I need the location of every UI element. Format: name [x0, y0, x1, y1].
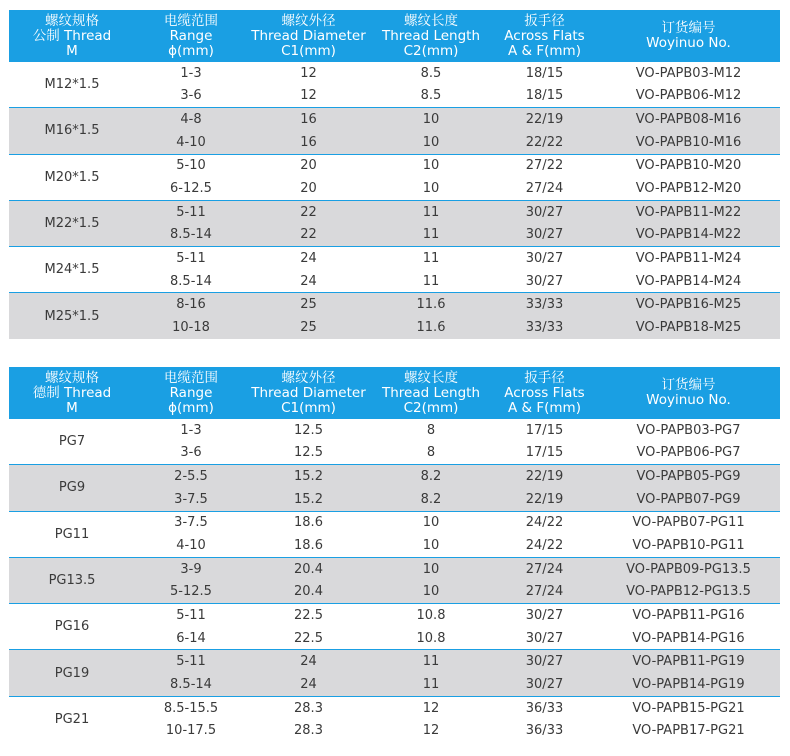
- header-line: Thread Diameter: [251, 27, 366, 44]
- order-number-cell: VO-PAPB16-M25: [635, 297, 742, 313]
- header-line: 电缆范围: [164, 12, 218, 29]
- order-number-cell: VO-PAPB18-M25: [635, 319, 742, 335]
- header-line: C2(mm): [403, 399, 459, 416]
- header-across-flats: [492, 367, 597, 419]
- across-flats-cell: 30/27: [525, 251, 564, 267]
- across-flats-cell: 18/15: [525, 65, 564, 81]
- order-number-cell: VO-PAPB14-PG19: [632, 676, 745, 692]
- group-rows: [135, 512, 780, 557]
- header-line: Range: [169, 27, 213, 44]
- across-flats-cell: 17/15: [525, 422, 564, 438]
- header-thread-diameter: [247, 367, 370, 419]
- thread-length-cell: 8.2: [420, 469, 442, 485]
- thread-group: [9, 293, 780, 338]
- order-number-cell: VO-PAPB11-PG16: [632, 608, 745, 624]
- table-row: [135, 85, 780, 108]
- header-line: Thread Length: [381, 384, 481, 401]
- order-number-cell: VO-PAPB07-PG11: [632, 515, 745, 531]
- cable-range-cell: 6-14: [176, 630, 206, 646]
- across-flats-cell: 24/22: [525, 515, 564, 531]
- across-flats-cell: 33/33: [525, 319, 564, 335]
- table-row: [135, 442, 780, 465]
- header-thread-length: [370, 367, 492, 419]
- thread-size-cell: M20*1.5: [44, 169, 100, 185]
- across-flats-cell: 33/33: [525, 297, 564, 313]
- table-row: [135, 131, 780, 154]
- order-number-cell: VO-PAPB15-PG21: [632, 700, 745, 716]
- thread-group: [9, 62, 780, 107]
- thread-length-cell: 12: [422, 700, 440, 716]
- thread-length-cell: 11: [422, 273, 440, 289]
- cable-range-cell: 5-11: [176, 654, 206, 670]
- table-row: [135, 270, 780, 293]
- group-rows: [135, 650, 780, 695]
- table-row: [135, 558, 780, 581]
- order-number-cell: VO-PAPB05-PG9: [636, 469, 741, 485]
- cable-range-cell: 10-17.5: [165, 723, 217, 739]
- header-line: Thread Length: [381, 27, 481, 44]
- across-flats-cell: 22/22: [525, 134, 564, 150]
- order-number-cell: VO-PAPB03-PG7: [636, 422, 741, 438]
- cable-range-cell: 3-9: [180, 561, 202, 577]
- header-line: 螺纹长度: [404, 369, 458, 386]
- thread-group: [9, 465, 780, 510]
- group-rows: [135, 558, 780, 603]
- table-row: [135, 512, 780, 535]
- table-row: [135, 419, 780, 442]
- thread-length-cell: 11: [422, 676, 440, 692]
- table-row: [135, 697, 780, 720]
- cable-range-cell: 5-12.5: [170, 584, 212, 600]
- header-line: Thread Diameter: [251, 384, 366, 401]
- thread-group: [9, 512, 780, 557]
- group-rows: [135, 155, 780, 200]
- group-rows: [135, 604, 780, 649]
- thread-diameter-cell: 12: [300, 65, 317, 81]
- cable-range-cell: 1-3: [180, 422, 202, 438]
- table-row: [135, 316, 780, 339]
- order-number-cell: VO-PAPB14-M24: [635, 273, 742, 289]
- table-header: [9, 367, 780, 419]
- header-line: M: [66, 399, 78, 416]
- order-number-cell: VO-PAPB17-PG21: [632, 723, 745, 739]
- header-order-number: [597, 10, 780, 62]
- header-line: 螺纹外径: [281, 12, 336, 29]
- header-line: 订货编号: [661, 377, 716, 393]
- thread-length-cell: 10.8: [416, 630, 446, 646]
- thread-length-cell: 8.5: [420, 88, 442, 104]
- cable-range-cell: 1-3: [180, 65, 202, 81]
- thread-size-cell: PG7: [58, 434, 86, 450]
- group-rows: [135, 697, 780, 742]
- table-row: [135, 581, 780, 604]
- header-thread-length: [370, 10, 492, 62]
- across-flats-cell: 36/33: [525, 700, 564, 716]
- header-line: 扳手径: [524, 369, 565, 386]
- cable-range-cell: 10-18: [172, 319, 210, 335]
- across-flats-cell: 30/27: [525, 630, 564, 646]
- thread-length-cell: 11: [422, 204, 440, 220]
- header-line: 螺纹外径: [281, 369, 336, 386]
- header-line: Range: [169, 384, 213, 401]
- thread-diameter-cell: 22: [300, 204, 317, 220]
- across-flats-cell: 27/24: [525, 561, 564, 577]
- thread-group: [9, 155, 780, 200]
- cable-range-cell: 3-7.5: [174, 491, 208, 507]
- thread-size-cell: PG9: [58, 480, 86, 496]
- thread-length-cell: 8: [426, 422, 436, 438]
- thread-size-cell: PG19: [54, 665, 90, 681]
- thread-diameter-cell: 20: [300, 158, 317, 174]
- header-line: C1(mm): [281, 399, 336, 416]
- header-line: 螺纹规格: [45, 369, 99, 386]
- thread-diameter-cell: 15.2: [294, 469, 323, 485]
- across-flats-cell: 17/15: [525, 445, 564, 461]
- header-line: M: [66, 42, 78, 59]
- thread-group: [9, 201, 780, 246]
- cable-range-cell: 8.5-15.5: [163, 700, 219, 716]
- thread-length-cell: 10: [422, 538, 440, 554]
- across-flats-cell: 30/27: [525, 204, 564, 220]
- table-row: [135, 465, 780, 488]
- cable-range-cell: 3-7.5: [174, 515, 208, 531]
- header-order-number: [597, 367, 780, 419]
- across-flats-cell: 30/27: [525, 608, 564, 624]
- thread-size-cell: PG11: [54, 526, 90, 542]
- thread-diameter-cell: 25: [300, 319, 317, 335]
- group-rows: [135, 62, 780, 107]
- table-row: [135, 293, 780, 316]
- order-number-cell: VO-PAPB14-PG16: [632, 630, 745, 646]
- table-row: [135, 62, 780, 85]
- header-line: 电缆范围: [164, 369, 218, 386]
- table-row: [135, 488, 780, 511]
- thread-diameter-cell: 12.5: [294, 422, 323, 438]
- header-line: 扳手径: [524, 12, 565, 29]
- thread-length-cell: 10: [422, 112, 440, 128]
- header-line: C2(mm): [403, 42, 459, 59]
- thread-length-cell: 10: [422, 515, 440, 531]
- thread-diameter-cell: 20.4: [294, 584, 323, 600]
- group-rows: [135, 293, 780, 338]
- cable-range-cell: 4-10: [176, 134, 206, 150]
- order-number-cell: VO-PAPB07-PG9: [636, 491, 741, 507]
- thread-group: [9, 419, 780, 464]
- thread-size-cell: PG16: [54, 619, 90, 635]
- cable-range-cell: 3-6: [180, 88, 202, 104]
- thread-diameter-cell: 24: [300, 273, 317, 289]
- thread-length-cell: 11.6: [416, 297, 446, 313]
- thread-size-cell: M22*1.5: [44, 216, 100, 232]
- header-cable-range: [135, 367, 247, 419]
- thread-length-cell: 11: [422, 654, 440, 670]
- header-line: A & F(mm): [508, 399, 581, 416]
- thread-diameter-cell: 12.5: [294, 445, 323, 461]
- group-rows: [135, 419, 780, 464]
- table-row: [135, 719, 780, 742]
- cable-range-cell: 5-11: [176, 251, 206, 267]
- header-line: 公制 Thread: [32, 27, 112, 44]
- header-thread-size: [9, 10, 135, 62]
- order-number-cell: VO-PAPB11-M24: [635, 251, 742, 267]
- header-line: ϕ(mm): [168, 42, 214, 59]
- header-line: ϕ(mm): [168, 399, 214, 416]
- table-row: [135, 604, 780, 627]
- table-row: [135, 224, 780, 247]
- thread-diameter-cell: 20: [300, 181, 317, 197]
- table-row: [135, 247, 780, 270]
- order-number-cell: VO-PAPB12-PG13.5: [626, 584, 751, 600]
- thread-diameter-cell: 24: [300, 676, 317, 692]
- table-row: [135, 650, 780, 673]
- header-cable-range: [135, 10, 247, 62]
- thread-size-cell: PG13.5: [48, 573, 96, 589]
- thread-size-cell: PG21: [54, 711, 90, 727]
- thread-diameter-cell: 24: [300, 654, 317, 670]
- cable-range-cell: 8.5-14: [170, 273, 212, 289]
- order-number-cell: VO-PAPB12-M20: [635, 181, 742, 197]
- thread-diameter-cell: 28.3: [294, 700, 323, 716]
- cable-range-cell: 8.5-14: [170, 676, 212, 692]
- thread-length-cell: 8.2: [420, 491, 442, 507]
- thread-group: [9, 108, 780, 153]
- table-row: [135, 534, 780, 557]
- group-rows: [135, 108, 780, 153]
- thread-diameter-cell: 22.5: [294, 608, 323, 624]
- order-number-cell: VO-PAPB11-M22: [635, 204, 742, 220]
- thread-length-cell: 11: [422, 251, 440, 267]
- table-row: [135, 155, 780, 178]
- order-number-cell: VO-PAPB11-PG19: [632, 654, 745, 670]
- thread-size-cell: M12*1.5: [44, 77, 100, 93]
- thread-length-cell: 10: [422, 584, 440, 600]
- thread-diameter-cell: 22.5: [294, 630, 323, 646]
- thread-length-cell: 11.6: [416, 319, 446, 335]
- order-number-cell: VO-PAPB09-PG13.5: [626, 561, 751, 577]
- thread-size-cell: M25*1.5: [44, 308, 100, 324]
- header-thread-size: [9, 367, 135, 419]
- thread-group: [9, 697, 780, 742]
- order-number-cell: VO-PAPB06-PG7: [636, 445, 741, 461]
- thread-length-cell: 10.8: [416, 608, 446, 624]
- header-line: 螺纹长度: [404, 12, 458, 29]
- thread-diameter-cell: 16: [300, 134, 317, 150]
- order-number-cell: VO-PAPB06-M12: [635, 88, 742, 104]
- across-flats-cell: 36/33: [525, 723, 564, 739]
- across-flats-cell: 22/19: [525, 112, 564, 128]
- thread-diameter-cell: 15.2: [294, 491, 323, 507]
- across-flats-cell: 18/15: [525, 88, 564, 104]
- cable-range-cell: 3-6: [180, 445, 202, 461]
- thread-group: [9, 558, 780, 603]
- table-row: [135, 177, 780, 200]
- table-header: [9, 10, 780, 62]
- cable-range-cell: 6-12.5: [170, 181, 212, 197]
- table-row: [135, 108, 780, 131]
- thread-diameter-cell: 16: [300, 112, 317, 128]
- thread-length-cell: 10: [422, 181, 440, 197]
- header-line: 螺纹规格: [45, 12, 99, 29]
- table-row: [135, 627, 780, 650]
- thread-size-cell: M16*1.5: [44, 123, 100, 139]
- header-line: A & F(mm): [508, 42, 581, 59]
- group-rows: [135, 247, 780, 292]
- thread-diameter-cell: 25: [300, 297, 317, 313]
- cable-range-cell: 8.5-14: [170, 227, 212, 243]
- thread-group: [9, 604, 780, 649]
- pg-thread-table: [9, 367, 780, 742]
- order-number-cell: VO-PAPB14-M22: [635, 227, 742, 243]
- across-flats-cell: 27/24: [525, 181, 564, 197]
- thread-group: [9, 247, 780, 292]
- across-flats-cell: 30/27: [525, 273, 564, 289]
- across-flats-cell: 30/27: [525, 654, 564, 670]
- group-rows: [135, 465, 780, 510]
- thread-length-cell: 8: [426, 445, 436, 461]
- cable-range-cell: 2-5.5: [174, 469, 208, 485]
- header-line: 德制 Thread: [32, 384, 112, 401]
- table-row: [135, 673, 780, 696]
- cable-range-cell: 5-11: [176, 204, 206, 220]
- header-line: Across Flats: [504, 27, 585, 44]
- thread-length-cell: 11: [422, 227, 440, 243]
- thread-diameter-cell: 28.3: [294, 723, 323, 739]
- order-number-cell: VO-PAPB10-PG11: [632, 538, 745, 554]
- table-row: [135, 201, 780, 224]
- thread-length-cell: 10: [422, 561, 440, 577]
- thread-diameter-cell: 12: [300, 88, 317, 104]
- across-flats-cell: 22/19: [525, 491, 564, 507]
- thread-diameter-cell: 18.6: [294, 538, 323, 554]
- cable-range-cell: 4-8: [180, 112, 202, 128]
- metric-thread-table: [9, 10, 780, 339]
- across-flats-cell: 30/27: [525, 676, 564, 692]
- header-line: Woyinuo No.: [646, 35, 731, 51]
- header-line: Woyinuo No.: [646, 392, 731, 408]
- header-line: 订货编号: [661, 20, 716, 36]
- header-thread-diameter: [247, 10, 370, 62]
- cable-range-cell: 5-11: [176, 608, 206, 624]
- order-number-cell: VO-PAPB10-M20: [635, 158, 742, 174]
- header-line: C1(mm): [281, 42, 336, 59]
- across-flats-cell: 27/22: [525, 158, 564, 174]
- cable-range-cell: 4-10: [176, 538, 206, 554]
- thread-diameter-cell: 18.6: [294, 515, 323, 531]
- thread-length-cell: 10: [422, 134, 440, 150]
- across-flats-cell: 22/19: [525, 469, 564, 485]
- across-flats-cell: 27/24: [525, 584, 564, 600]
- header-line: Across Flats: [504, 384, 585, 401]
- order-number-cell: VO-PAPB03-M12: [635, 65, 742, 81]
- order-number-cell: VO-PAPB08-M16: [635, 112, 742, 128]
- thread-diameter-cell: 22: [300, 227, 317, 243]
- group-rows: [135, 201, 780, 246]
- thread-length-cell: 12: [422, 723, 440, 739]
- thread-size-cell: M24*1.5: [44, 262, 100, 278]
- header-across-flats: [492, 10, 597, 62]
- cable-range-cell: 5-10: [176, 158, 206, 174]
- thread-length-cell: 10: [422, 158, 440, 174]
- thread-length-cell: 8.5: [420, 65, 442, 81]
- order-number-cell: VO-PAPB10-M16: [635, 134, 742, 150]
- thread-diameter-cell: 24: [300, 251, 317, 267]
- thread-group: [9, 650, 780, 695]
- thread-diameter-cell: 20.4: [294, 561, 323, 577]
- across-flats-cell: 30/27: [525, 227, 564, 243]
- across-flats-cell: 24/22: [525, 538, 564, 554]
- cable-range-cell: 8-16: [176, 297, 206, 313]
